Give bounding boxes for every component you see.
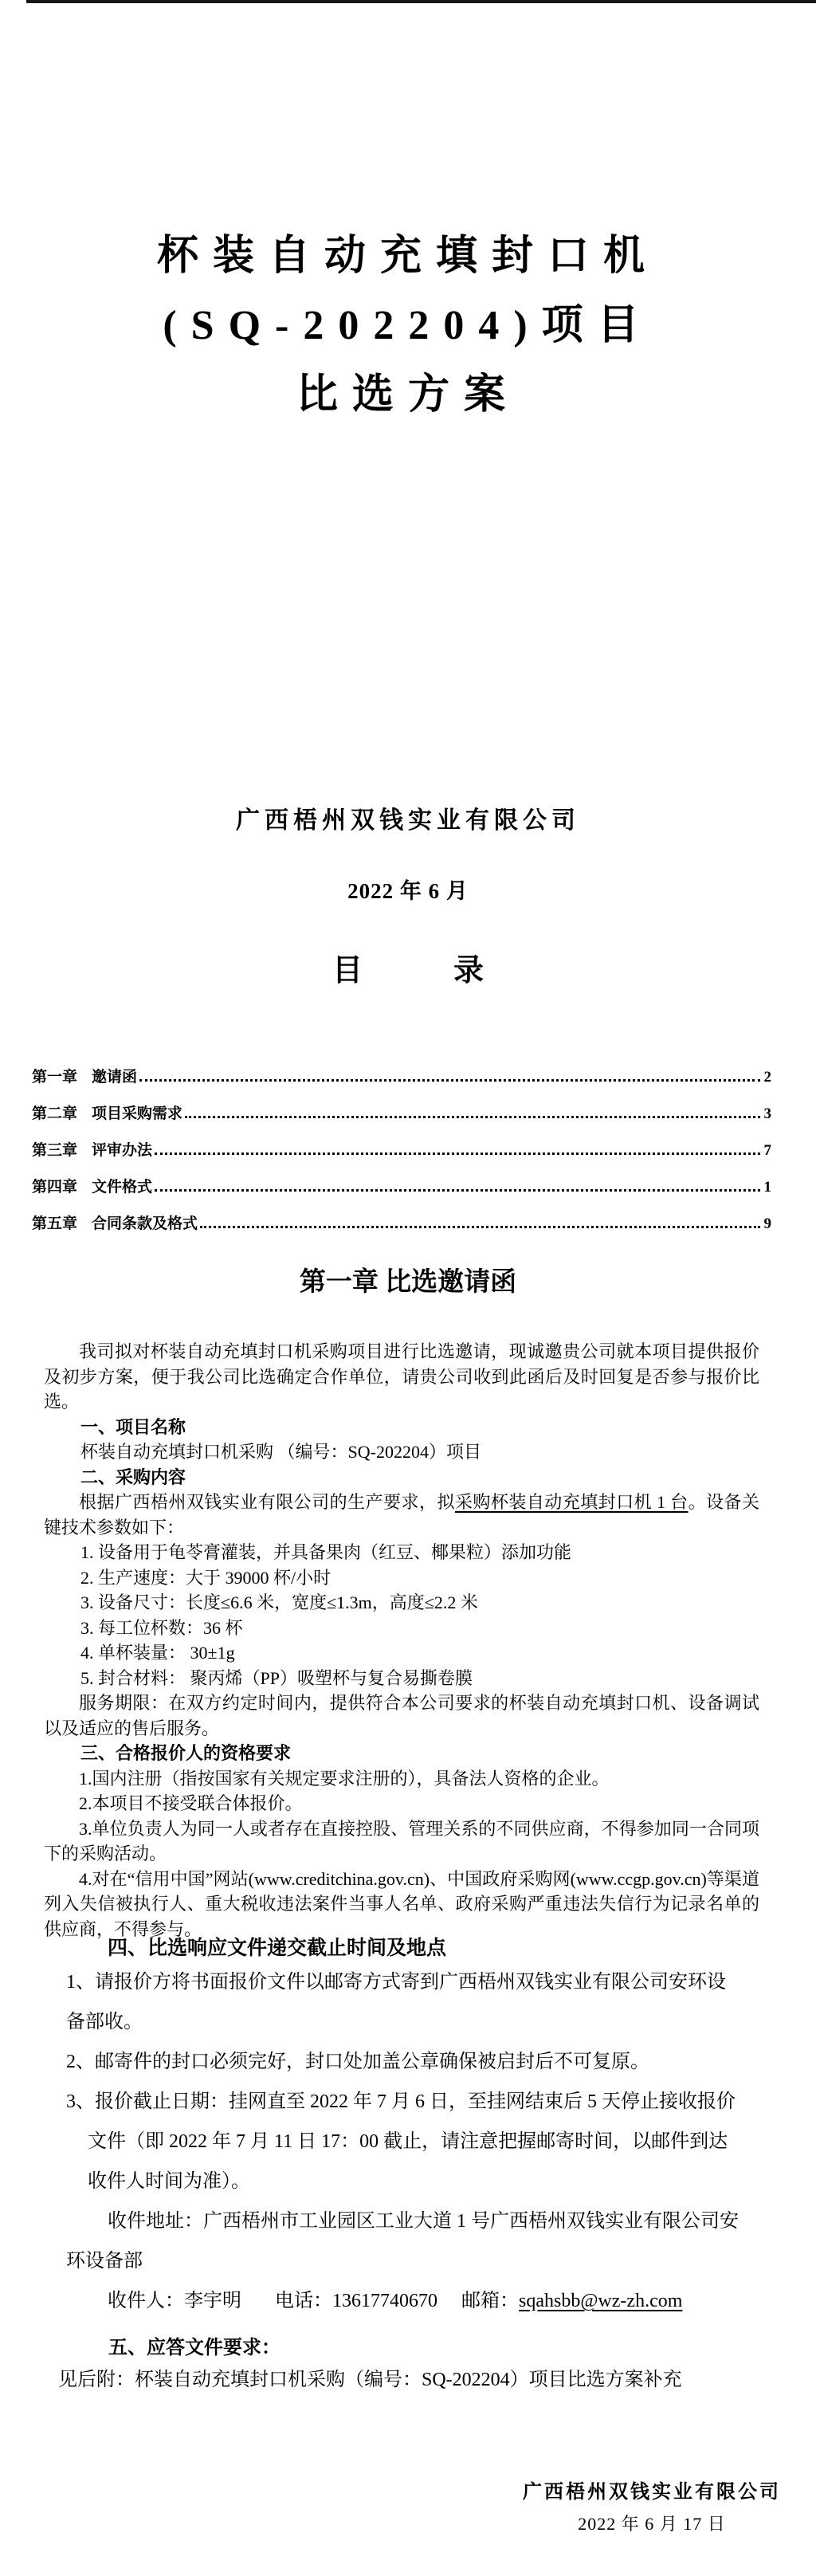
contact-email-label: 邮箱：: [461, 2291, 519, 2311]
scan-edge-bar: [26, 0, 816, 3]
title-line-1: 杯装自动充填封口机: [156, 234, 659, 279]
toc-dot-leader: [155, 1153, 759, 1155]
toc-entry-title: 评审办法: [92, 1142, 153, 1159]
section-4-lines: [44, 1962, 761, 2321]
toc-entry: [32, 1175, 771, 1211]
toc-chapter-label: 第一章: [32, 1069, 78, 1086]
qualification-item: 4.对在“信用中国”网站(www.creditchina.gov.cn)、中国政府采购网(www.ccgp.gov.cn)等渠道列入失信被执行人、重大税收违法案件当事人名单、政府采购严重违法失信行为记录名单的供应商，不得参与。: [44, 1868, 759, 1939]
section-5-text: 见后附：杯装自动充填封口机采购（编号：SQ-202204）项目比选方案补充: [58, 2370, 682, 2390]
title-line-3: 比选方案: [296, 372, 520, 418]
toc-list: [32, 1065, 771, 1248]
spec-item: 3. 每工位杯数：36 杯: [80, 1617, 243, 1638]
toc-dot-leader: [185, 1116, 759, 1118]
toc-entry-title: 合同条款及格式: [92, 1215, 198, 1232]
chapter-1-heading: 第一章 比选邀请函: [299, 1268, 517, 1297]
toc-entry-title: 邀请函: [92, 1069, 138, 1086]
toc-entry-title: 项目采购需求: [92, 1105, 183, 1122]
toc-entry: [32, 1211, 771, 1248]
spec-item: 2. 生产速度：大于 39000 杯/小时: [80, 1567, 332, 1588]
spec-list: [44, 1540, 759, 1690]
cover-date: 2022 年 6 月: [347, 879, 469, 903]
mailing-address-line: 收件地址：广西梧州市工业园区工业大道 1 号广西梧州双钱实业有限公司安: [108, 2211, 739, 2232]
procurement-intro-suffix: 。设备关键技术参数如下：: [44, 1492, 759, 1537]
toc-dot-leader: [200, 1226, 759, 1228]
toc-dot-leader: [139, 1079, 759, 1082]
toc-entry-title: 文件格式: [92, 1179, 153, 1196]
contact-phone: 电话：13617740670: [275, 2291, 437, 2311]
toc-chapter-label: 第三章: [32, 1142, 78, 1159]
spec-item: 5. 封合材料： 聚丙烯（PP）吸塑杯与复合易撕卷膜: [80, 1667, 473, 1688]
section-5-heading: 五、应答文件要求：: [108, 2338, 280, 2358]
toc-page-number: 7: [763, 1142, 771, 1159]
toc-page-number: 1: [763, 1179, 771, 1196]
document-footer: [523, 2480, 781, 2536]
toc-page-number: 2: [763, 1069, 771, 1086]
submission-item-1-line: 备部收。: [66, 2012, 143, 2032]
submission-item-2: 2、邮寄件的封口必须完好，封口处加盖公章确保被启封后不可复原。: [66, 2052, 649, 2072]
spec-item: 4. 单杯装量： 30±1g: [80, 1643, 235, 1663]
procurement-underlined-phrase: 采购杯装自动充填封口机 1 台: [454, 1492, 688, 1512]
procurement-intro: [44, 1490, 759, 1540]
chapter-1-body: [44, 1339, 759, 1942]
toc-dot-leader: [155, 1189, 759, 1192]
spec-item: 3. 设备尺寸：长度≤6.6 米，宽度≤1.3m，高度≤2.2 米: [80, 1592, 478, 1612]
toc-entry: [32, 1138, 771, 1175]
qualification-item: 2.本项目不接受联合体报价。: [79, 1793, 303, 1813]
section-3-heading: 三、合格报价人的资格要求: [80, 1743, 292, 1763]
title-line-2: (SQ-202204)项目: [163, 303, 653, 348]
toc-chapter-label: 第四章: [32, 1179, 78, 1196]
contact-email-link[interactable]: sqahsbb@wz-zh.com: [519, 2291, 683, 2311]
intro-paragraph: 我司拟对杯装自动充填封口机采购项目进行比选邀请，现诚邀贵公司就本项目提供报价及初步方案，便于我公司比选确定合作单位，请贵公司收到此函后及时回复是否参与报价比选。: [44, 1341, 759, 1412]
cover-company: 广西梧州双钱实业有限公司: [236, 807, 580, 834]
qualification-item: 3.单位负责人为同一人或者存在直接控股、管理关系的不同供应商，不得参加同一合同项下的采购活动。: [44, 1818, 759, 1863]
toc-heading: 目 录: [332, 954, 484, 988]
qualification-item: 1.国内注册（指按国家有关规定要求注册的），具备法人资格的企业。: [79, 1768, 610, 1789]
section-4: [44, 1935, 761, 2321]
service-period-paragraph: 服务期限：在双方约定时间内，提供符合本公司要求的杯装自动充填封口机、设备调试以及适应的售后服务。: [44, 1693, 759, 1738]
toc-chapter-label: 第二章: [32, 1105, 78, 1122]
toc-entry: [32, 1101, 771, 1138]
contact-line: [44, 2281, 761, 2321]
submission-item-3-line: 收件人时间为准）。: [88, 2171, 250, 2192]
footer-company: 广西梧州双钱实业有限公司: [523, 2482, 781, 2503]
submission-item-1-line: 1、请报价方将书面报价文件以邮寄方式寄到广西梧州双钱实业有限公司安环设: [66, 1972, 726, 1993]
section-5: [44, 2332, 761, 2396]
toc-page-number: 9: [763, 1215, 771, 1232]
submission-item-3-line: 文件（即 2022 年 7 月 11 日 17：00 截止，请注意把握邮寄时间，以邮件到达: [88, 2131, 728, 2152]
procurement-intro-prefix: 根据广西梧州双钱实业有限公司的生产要求，拟: [79, 1492, 455, 1512]
submission-item-3-line: 3、报价截止日期：挂网直至 2022 年 7 月 6 日，至挂网结束后 5 天停止接收报价: [66, 2091, 736, 2112]
document-title: [0, 222, 816, 430]
toc-chapter-label: 第五章: [32, 1215, 78, 1232]
spec-item: 1. 设备用于龟苓膏灌装，并具备果肉（红豆、椰果粒）添加功能: [80, 1542, 572, 1562]
toc-entry: [32, 1065, 771, 1101]
section-4-heading: 四、比选响应文件递交截止时间及地点: [108, 1938, 447, 1959]
contact-recipient: 收件人：李宇明: [108, 2291, 241, 2311]
section-1-heading: 一、项目名称: [80, 1416, 186, 1437]
project-name-text: 杯装自动充填封口机采购 （编号：SQ-202204）项目: [80, 1442, 481, 1462]
section-2-heading: 二、采购内容: [80, 1467, 186, 1487]
toc-page-number: 3: [763, 1105, 771, 1122]
footer-date: 2022 年 6 月 17 日: [578, 2514, 726, 2534]
mailing-address-line: 环设备部: [66, 2251, 143, 2272]
